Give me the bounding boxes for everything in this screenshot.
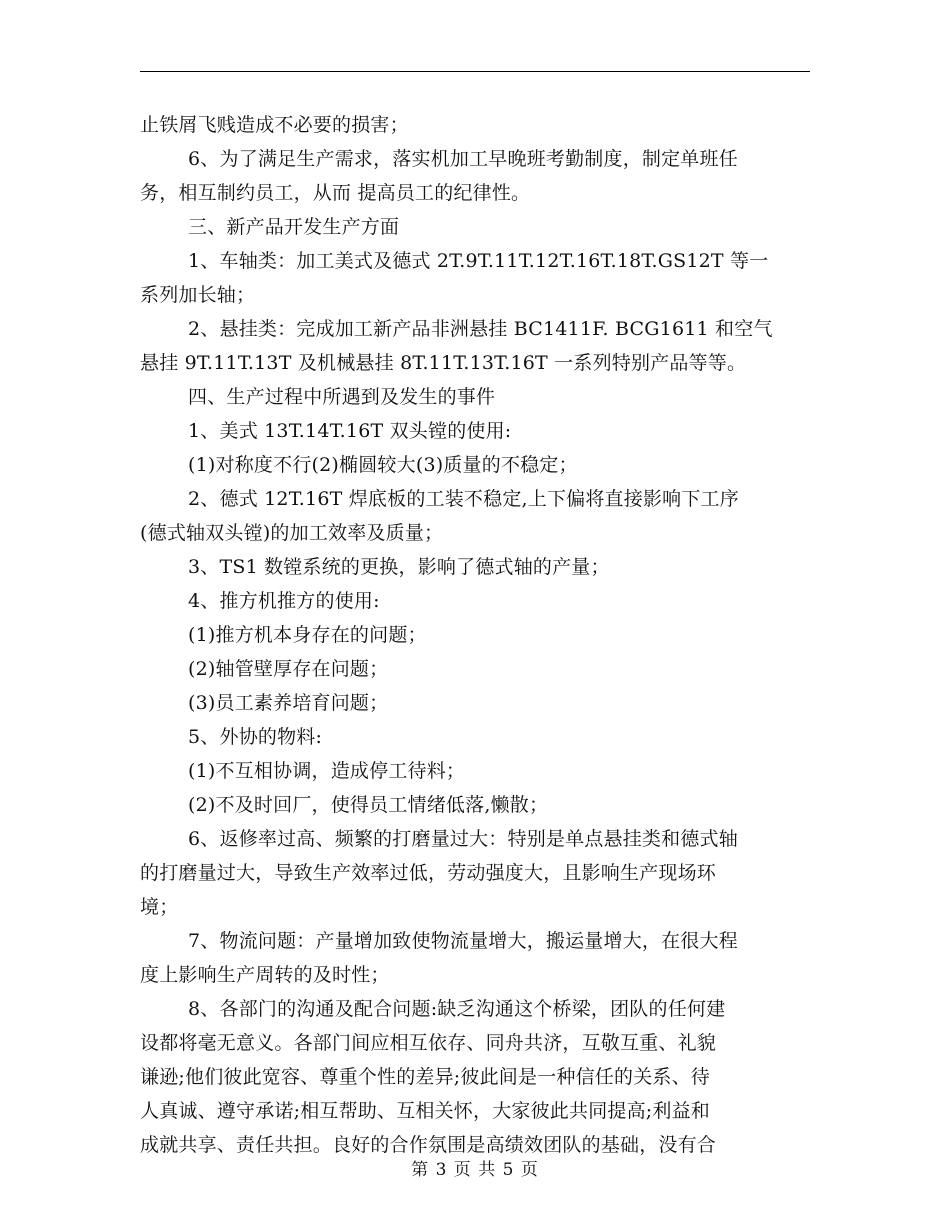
text-line: (3)员工素养培育问题；: [188, 692, 389, 714]
text-line: 度上影响生产周转的及时性；: [140, 964, 390, 986]
text-line: 6、为了满足生产需求，落实机加工早晚班考勤制度，制定单班任: [188, 148, 738, 170]
section-heading: 三、新产品开发生产方面: [188, 216, 400, 238]
text-line: 系列加长轴；: [140, 284, 256, 306]
text-line: (1)不互相协调，造成停工待料；: [188, 760, 466, 782]
text-line: 境；: [140, 896, 179, 918]
text-line: (1)推方机本身存在的问题；: [188, 624, 427, 646]
text-line: 务，相互制约员工，从而 提高员工的纪律性。: [140, 182, 531, 204]
text-line: 7、物流问题：产量增加致使物流量增大，搬运量增大，在很大程: [188, 930, 738, 952]
text-line: (德式轴双头镗)的加工效率及质量；: [140, 522, 444, 544]
text-line: 1、车轴类：加工美式及德式 2T.9T.11T.12T.16T.18T.GS12T 等一: [188, 250, 769, 272]
text-line: 的打磨量过大，导致生产效率过低，劳动强度大，且影响生产现场环: [140, 862, 717, 884]
header-rule: [140, 71, 810, 72]
text-line: (2)不及时回厂，使得员工情绪低落,懒散；: [188, 794, 549, 816]
text-line: 谦逊;他们彼此宽容、尊重个性的差异;彼此间是一种信任的关系、待: [140, 1066, 711, 1088]
section-heading: 四、生产过程中所遇到及发生的事件: [188, 386, 496, 408]
text-line: 1、美式 13T.14T.16T 双头镗的使用:: [188, 420, 512, 442]
text-line: 2、德式 12T.16T 焊底板的工装不稳定,上下偏将直接影响下工序: [188, 488, 739, 510]
text-line: 人真诚、遵守承诺;相互帮助、互相关怀，大家彼此共同提高;利益和: [140, 1100, 711, 1122]
text-line: 止铁屑飞贱造成不必要的损害；: [140, 114, 409, 136]
text-line: 8、各部门的沟通及配合问题:缺乏沟通这个桥梁，团队的任何建: [188, 998, 726, 1020]
page-footer: 第 3 页 共 5 页: [411, 1160, 539, 1180]
text-line: 6、返修率过高、频繁的打磨量过大：特别是单点悬挂类和德式轴: [188, 828, 738, 850]
text-line: 5、外协的物料:: [188, 726, 323, 748]
page-body: [140, 108, 812, 1162]
text-line: (2)轴管壁厚存在问题；: [188, 658, 389, 680]
text-line: 设都将毫无意义。各部门间应相互依存、同舟共济，互敬互重、礼貌: [140, 1032, 717, 1054]
text-line: 4、推方机推方的使用:: [188, 590, 380, 612]
text-line: (1)对称度不行(2)椭圆较大(3)质量的不稳定；: [188, 454, 578, 476]
text-line: 悬挂 9T.11T.13T 及机械悬挂 8T.11T.13T.16T 一系列特别产品等等。: [140, 352, 747, 374]
text-line: 成就共享、责任共担。良好的合作氛围是高绩效团队的基础，没有合: [140, 1134, 717, 1156]
text-line: 3、TS1 数镗系统的更换，影响了德式轴的产量；: [188, 556, 610, 578]
text-line: 2、悬挂类：完成加工新产品非洲悬挂 BC1411F. BCG1611 和空气: [188, 318, 773, 340]
